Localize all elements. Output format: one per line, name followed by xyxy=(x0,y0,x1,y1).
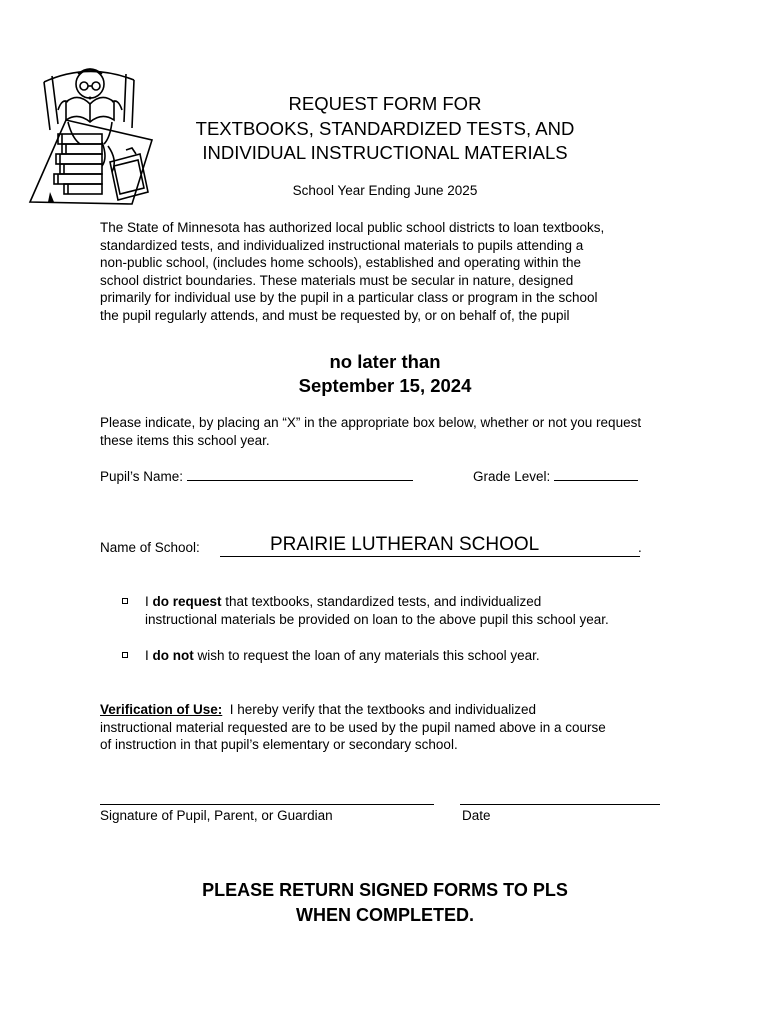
verification-text: instructional material requested are to be used by the pupil named above in a course xyxy=(100,719,606,735)
title-line-1: REQUEST FORM FOR xyxy=(288,93,482,114)
school-year: School Year Ending June 2025 xyxy=(292,183,478,198)
footer-line-1: PLEASE RETURN SIGNED FORMS TO PLS xyxy=(202,880,568,900)
intro-line: primarily for individual use by the pupil in a particular class or program in the school xyxy=(100,290,598,305)
checkbox-do-request[interactable] xyxy=(122,598,128,604)
footer-line-2: WHEN COMPLETED. xyxy=(296,904,474,925)
signature-label: Signature of Pupil, Parent, or Guardian xyxy=(100,808,333,823)
intro-paragraph xyxy=(100,219,680,324)
deadline xyxy=(150,350,620,398)
option-text: wish to request the loan of any materials this school year. xyxy=(193,648,540,663)
option-prefix: I xyxy=(145,594,153,609)
intro-line: school district boundaries. These materials must be secular in nature, designed xyxy=(100,272,574,288)
form-title xyxy=(150,92,620,166)
reading-books-illustration xyxy=(28,62,158,207)
grade-level-label: Grade Level: xyxy=(473,469,551,484)
deadline-date: September 15, 2024 xyxy=(298,375,472,396)
intro-line: standardized tests, and individualized instructional materials to pupils attending a xyxy=(100,237,584,253)
pupil-name-line[interactable] xyxy=(187,468,413,481)
pupil-name-label: Pupil’s Name: xyxy=(100,469,184,484)
return-instructions xyxy=(150,878,620,927)
option-text: that textbooks, standardized tests, and individualized xyxy=(221,594,542,609)
option-prefix: I xyxy=(145,648,153,663)
intro-line: The State of Minnesota has authorized local public school districts to loan textbooks, xyxy=(100,220,605,235)
verification-label: Verification of Use: xyxy=(100,702,223,717)
intro-line: non-public school, (includes home schools), established and operating within the xyxy=(100,255,582,270)
grade-level-line[interactable] xyxy=(554,468,638,481)
school-name-label: Name of School: xyxy=(100,540,200,555)
date-label: Date xyxy=(462,808,491,823)
verification-of-use xyxy=(100,701,680,754)
grade-level-field[interactable] xyxy=(473,468,638,484)
school-name-value: PRAIRIE LUTHERAN SCHOOL xyxy=(270,534,540,555)
option-do-not-request[interactable] xyxy=(122,647,540,665)
option-do-request[interactable] xyxy=(122,593,609,629)
option-bold: do request xyxy=(152,594,222,609)
instructions: Please indicate, by placing an “X” in the appropriate box below, whether or not you request these items this school year. xyxy=(100,415,642,448)
option-bold: do not xyxy=(152,648,194,663)
pupil-name-field[interactable] xyxy=(100,468,413,484)
option-text-line-2: instructional materials be provided on loan to the above pupil this school year. xyxy=(145,612,609,627)
title-line-2: TEXTBOOKS, STANDARDIZED TESTS, AND xyxy=(195,117,575,139)
date-line[interactable] xyxy=(460,804,660,805)
school-name-period: . xyxy=(638,540,642,555)
verification-text: I hereby verify that the textbooks and individualized xyxy=(222,702,536,717)
deadline-line-1: no later than xyxy=(329,351,441,372)
title-line-3: INDIVIDUAL INSTRUCTIONAL MATERIALS xyxy=(202,142,568,163)
verification-text: of instruction in that pupil’s elementary or secondary school. xyxy=(100,737,458,752)
signature-line[interactable] xyxy=(100,804,434,805)
checkbox-do-not-request[interactable] xyxy=(122,652,128,658)
intro-line: the pupil regularly attends, and must be requested by, or on behalf of, the pupil xyxy=(100,307,570,323)
